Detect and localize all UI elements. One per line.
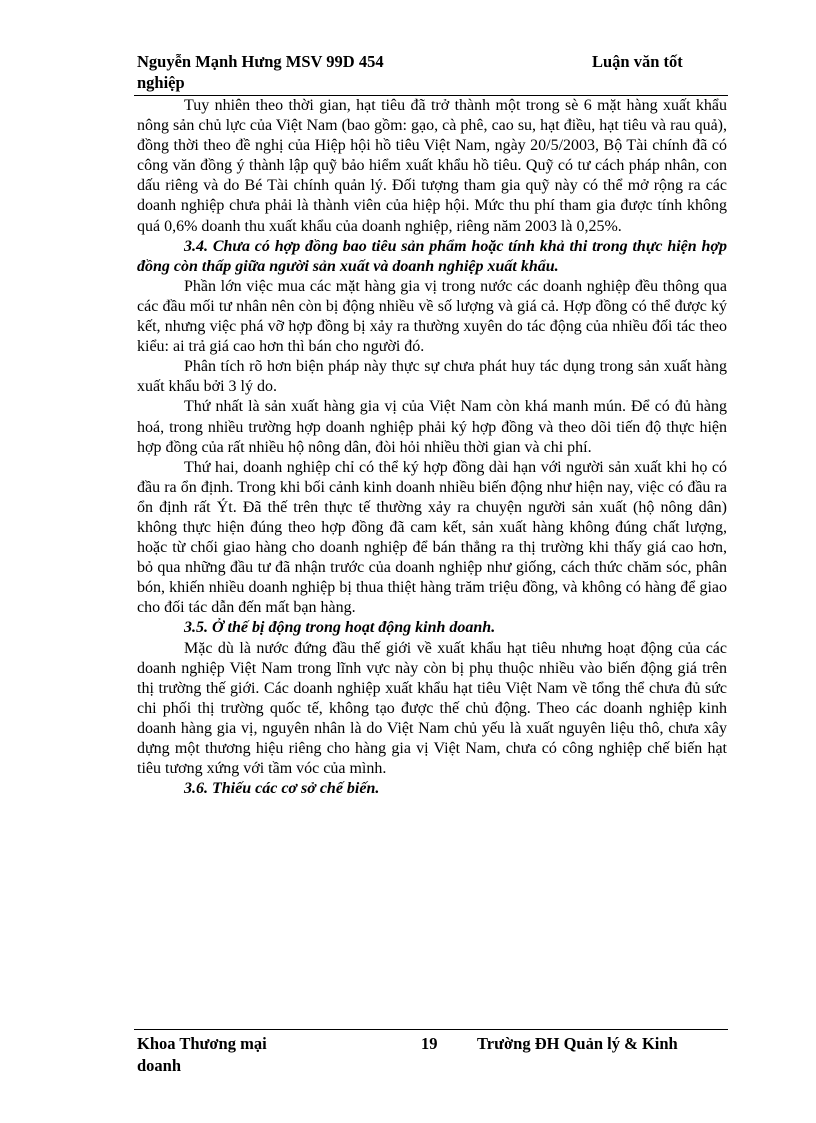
footer-rule [134, 1029, 728, 1030]
section-heading-3-6: 3.6. Thiếu các cơ sở chế biến. [184, 780, 380, 798]
body-paragraph: Thứ nhất là sản xuất hàng gia vị của Việt Nam còn khá manh mún. Để có đủ hàng hoá, trong nhiều trường hợp doanh nghiệp phải ký hợp đồng và theo dõi tiến độ thực hiện hợp đồng của rất nhiều hộ nông dân, đòi hỏi nhiều thời gian và chi phí. [137, 398, 727, 456]
page-body [137, 96, 727, 799]
page-number: 19 [421, 1034, 438, 1053]
header-doc-type: Luận văn tốt [592, 52, 683, 71]
section-heading-3-4: 3.4. Chưa có hợp đồng bao tiêu sản phẩm hoặc tính khả thi trong thực hiện hợp đồng còn thấp giữa người sản xuất và doanh nghiệp xuất khẩu. [137, 237, 727, 275]
footer-faculty-continued: doanh [137, 1056, 182, 1075]
page-footer [137, 1034, 727, 1078]
header-doc-type-continued: nghiệp [137, 73, 185, 92]
body-paragraph: Phân tích rõ hơn biện pháp này thực sự chưa phát huy tác dụng trong sản xuất hàng xuất khẩu bởi 3 lý do. [137, 358, 727, 396]
footer-university: Trường ĐH Quản lý & Kinh [477, 1034, 678, 1053]
body-paragraph: Thứ hai, doanh nghiệp chỉ có thể ký hợp đồng dài hạn với người sản xuất khi họ có đầu ra ổn định. Trong khi bối cảnh kinh doanh nhiều biến động như hiện nay, việc có đầu ra ổn định rất Ýt. Đã thế trên thực tế thường xảy ra chuyện người sản xuất (hộ nông dân) không thực hiện đúng theo hợp đồng đã cam kết, sản xuất hàng không đúng chất lượng, hoặc từ chối giao hàng cho doanh nghiệp để bán thẳng ra thị trường khi thấy giá cao hơn, bỏ qua những đầu tư đã nhận trước của doanh nghiệp như giống, cách thức chăm sóc, phân bón, khiến nhiều doanh nghiệp bị thua thiệt hàng trăm triệu đồng, và không có hàng để giao cho đối tác dẫn đến mất bạn hàng. [137, 458, 727, 617]
body-paragraph: Mặc dù là nước đứng đầu thế giới về xuất khẩu hạt tiêu nhưng hoạt động của các doanh nghiệp Việt Nam trong lĩnh vực này còn bị phụ thuộc nhiều vào biến động giá trên thị trường thế giới. Các doanh nghiệp xuất khẩu hạt tiêu Việt Nam về tổng thể chưa đủ sức chi phối thị trường quốc tế, không tạo được thế chủ động. Theo các doanh nghiệp kinh doanh hàng gia vị, nguyên nhân là do Việt Nam chủ yếu là xuất nguyên liệu thô, chưa xây dựng một thương hiệu riêng cho hàng gia vị Việt Nam, chưa có công nghiệp chế biến hạt tiêu tương xứng với tầm vóc của mình. [137, 639, 727, 778]
section-heading-3-5: 3.5. Ở thế bị động trong hoạt động kinh doanh. [184, 619, 496, 637]
body-paragraph: Tuy nhiên theo thời gian, hạt tiêu đã trở thành một trong sè 6 mặt hàng xuất khẩu nông sản chủ lực của Việt Nam (bao gồm: gạo, cà phê, cao su, hạt điều, hạt tiêu và rau quả), đồng thời theo đề nghị của Hiệp hội hồ tiêu Việt Nam, ngày 20/5/2003, Bộ Tài chính đã có công văn đồng ý thành lập quỹ bảo hiểm xuất khẩu hồ tiêu. Quỹ có tư cách pháp nhân, con dấu riêng và do Bé Tài chính quản lý. Đối tượng tham gia quỹ này có thể mở rộng ra các doanh nghiệp chưa phải là thành viên của hiệp hội. Mức thu phí tham gia được tính không quá 0,6% doanh thu xuất khẩu của doanh nghiệp, riêng năm 2003 là 0,25%. [137, 97, 727, 235]
footer-faculty: Khoa Thương mại [137, 1034, 267, 1053]
body-paragraph: Phần lớn việc mua các mặt hàng gia vị trong nước các doanh nghiệp đều thông qua các đầu mối tư nhân nên còn bị động nhiều về số lượng và giá cả. Hợp đồng có thể được ký kết, nhưng việc phá vỡ hợp đồng bị xảy ra thường xuyên do tác động của nhiều đối tác theo kiểu: ai trả giá cao hơn thì bán cho người đó. [137, 277, 727, 356]
header-author: Nguyễn Mạnh Hưng MSV 99D 454 [137, 52, 384, 71]
page-header [137, 52, 727, 94]
